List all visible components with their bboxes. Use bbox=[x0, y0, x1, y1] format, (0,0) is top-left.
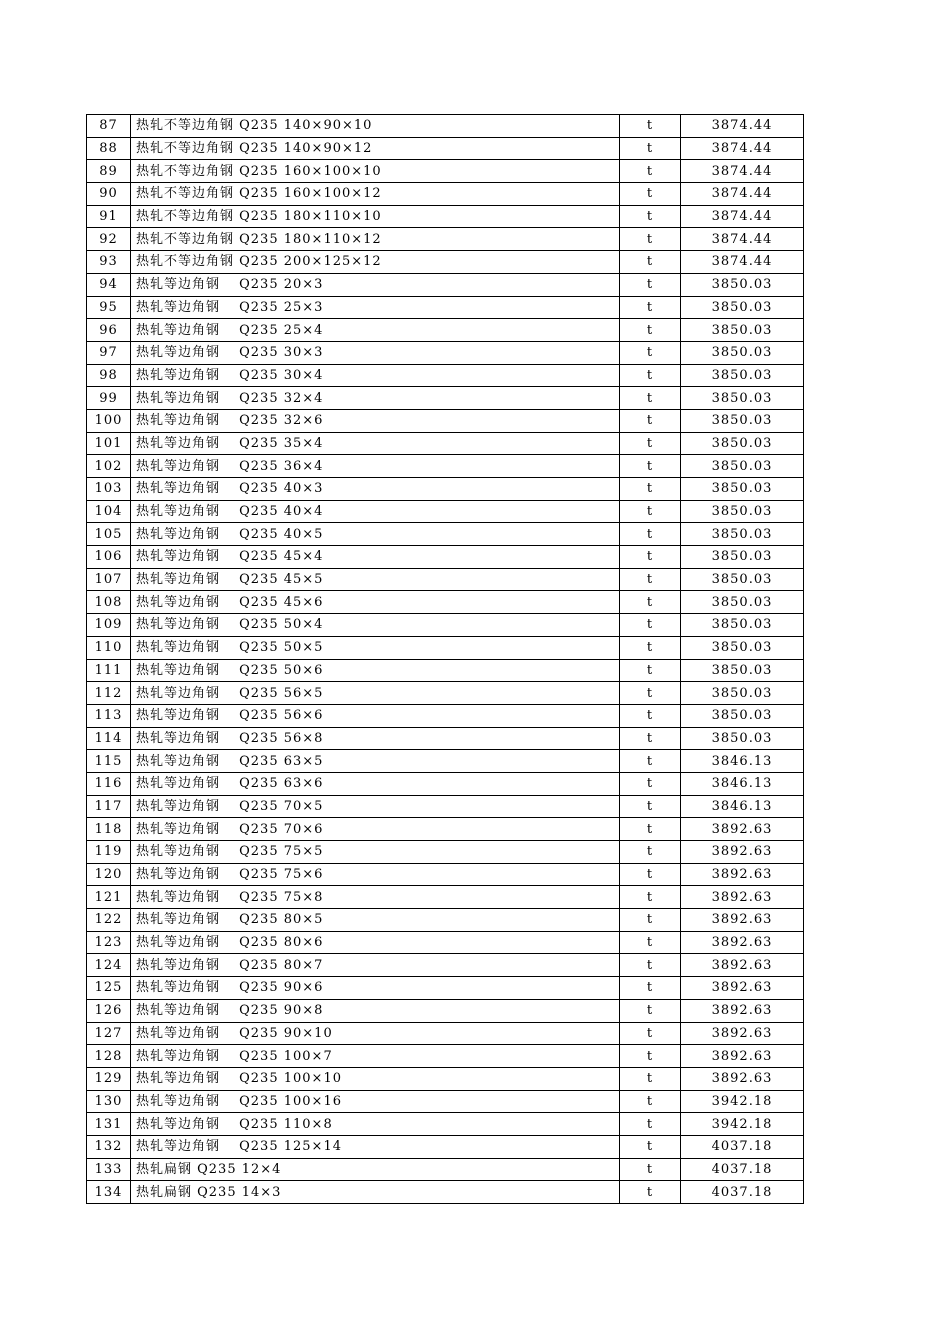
row-number-cell: 109 bbox=[87, 614, 131, 637]
table-row bbox=[87, 1181, 804, 1204]
table-row bbox=[87, 455, 804, 478]
unit-cell: t bbox=[620, 1181, 681, 1204]
row-number-cell: 126 bbox=[87, 999, 131, 1022]
table-row bbox=[87, 546, 804, 569]
row-number-cell: 113 bbox=[87, 704, 131, 727]
table-row bbox=[87, 364, 804, 387]
price-cell: 3850.03 bbox=[681, 478, 804, 501]
table-row bbox=[87, 591, 804, 614]
price-cell: 3874.44 bbox=[681, 160, 804, 183]
price-cell: 3892.63 bbox=[681, 977, 804, 1000]
price-cell: 3846.13 bbox=[681, 772, 804, 795]
table-row bbox=[87, 727, 804, 750]
table-row bbox=[87, 1090, 804, 1113]
table-row bbox=[87, 296, 804, 319]
table-row bbox=[87, 137, 804, 160]
item-name-cell: 热轧等边角钢 Q235 50×5 bbox=[131, 636, 620, 659]
item-name-cell: 热轧等边角钢 Q235 32×6 bbox=[131, 409, 620, 432]
price-cell: 3892.63 bbox=[681, 818, 804, 841]
item-name-cell: 热轧等边角钢 Q235 80×6 bbox=[131, 931, 620, 954]
item-name-cell: 热轧等边角钢 Q235 50×6 bbox=[131, 659, 620, 682]
item-name-cell: 热轧等边角钢 Q235 63×6 bbox=[131, 772, 620, 795]
price-cell: 3874.44 bbox=[681, 183, 804, 206]
table-row bbox=[87, 319, 804, 342]
unit-cell: t bbox=[620, 455, 681, 478]
table-row bbox=[87, 614, 804, 637]
row-number-cell: 101 bbox=[87, 432, 131, 455]
unit-cell: t bbox=[620, 387, 681, 410]
unit-cell: t bbox=[620, 931, 681, 954]
row-number-cell: 87 bbox=[87, 115, 131, 138]
item-name-cell: 热轧不等边角钢 Q235 140×90×12 bbox=[131, 137, 620, 160]
row-number-cell: 130 bbox=[87, 1090, 131, 1113]
item-name-cell: 热轧等边角钢 Q235 32×4 bbox=[131, 387, 620, 410]
price-cell: 3850.03 bbox=[681, 591, 804, 614]
row-number-cell: 103 bbox=[87, 478, 131, 501]
item-name-cell: 热轧等边角钢 Q235 40×4 bbox=[131, 500, 620, 523]
unit-cell: t bbox=[620, 115, 681, 138]
table-row bbox=[87, 1158, 804, 1181]
price-cell: 3850.03 bbox=[681, 387, 804, 410]
row-number-cell: 114 bbox=[87, 727, 131, 750]
price-cell: 3850.03 bbox=[681, 523, 804, 546]
item-name-cell: 热轧等边角钢 Q235 35×4 bbox=[131, 432, 620, 455]
item-name-cell: 热轧等边角钢 Q235 100×10 bbox=[131, 1067, 620, 1090]
table-row bbox=[87, 432, 804, 455]
unit-cell: t bbox=[620, 409, 681, 432]
item-name-cell: 热轧等边角钢 Q235 100×16 bbox=[131, 1090, 620, 1113]
unit-cell: t bbox=[620, 183, 681, 206]
unit-cell: t bbox=[620, 523, 681, 546]
row-number-cell: 133 bbox=[87, 1158, 131, 1181]
table-row bbox=[87, 682, 804, 705]
item-name-cell: 热轧等边角钢 Q235 56×8 bbox=[131, 727, 620, 750]
unit-cell: t bbox=[620, 818, 681, 841]
table-row bbox=[87, 478, 804, 501]
row-number-cell: 89 bbox=[87, 160, 131, 183]
unit-cell: t bbox=[620, 478, 681, 501]
table-row bbox=[87, 818, 804, 841]
table-row bbox=[87, 409, 804, 432]
row-number-cell: 112 bbox=[87, 682, 131, 705]
price-cell: 3850.03 bbox=[681, 659, 804, 682]
table-row bbox=[87, 886, 804, 909]
row-number-cell: 117 bbox=[87, 795, 131, 818]
unit-cell: t bbox=[620, 886, 681, 909]
table-row bbox=[87, 659, 804, 682]
price-cell: 4037.18 bbox=[681, 1135, 804, 1158]
item-name-cell: 热轧等边角钢 Q235 75×8 bbox=[131, 886, 620, 909]
row-number-cell: 132 bbox=[87, 1135, 131, 1158]
row-number-cell: 128 bbox=[87, 1045, 131, 1068]
price-cell: 3892.63 bbox=[681, 841, 804, 864]
row-number-cell: 91 bbox=[87, 205, 131, 228]
price-cell: 3874.44 bbox=[681, 205, 804, 228]
row-number-cell: 94 bbox=[87, 273, 131, 296]
unit-cell: t bbox=[620, 205, 681, 228]
table-body bbox=[87, 115, 804, 1204]
item-name-cell: 热轧等边角钢 Q235 80×5 bbox=[131, 909, 620, 932]
row-number-cell: 124 bbox=[87, 954, 131, 977]
row-number-cell: 100 bbox=[87, 409, 131, 432]
table-row bbox=[87, 863, 804, 886]
price-cell: 4037.18 bbox=[681, 1181, 804, 1204]
row-number-cell: 95 bbox=[87, 296, 131, 319]
table-row bbox=[87, 1135, 804, 1158]
price-cell: 3850.03 bbox=[681, 341, 804, 364]
unit-cell: t bbox=[620, 659, 681, 682]
unit-cell: t bbox=[620, 795, 681, 818]
table-row bbox=[87, 160, 804, 183]
price-cell: 3846.13 bbox=[681, 795, 804, 818]
table-row bbox=[87, 1022, 804, 1045]
table-row bbox=[87, 636, 804, 659]
price-cell: 3850.03 bbox=[681, 682, 804, 705]
item-name-cell: 热轧等边角钢 Q235 70×6 bbox=[131, 818, 620, 841]
price-cell: 3850.03 bbox=[681, 546, 804, 569]
unit-cell: t bbox=[620, 750, 681, 773]
unit-cell: t bbox=[620, 296, 681, 319]
table-row bbox=[87, 251, 804, 274]
price-table bbox=[86, 114, 804, 1204]
price-cell: 3850.03 bbox=[681, 364, 804, 387]
unit-cell: t bbox=[620, 1045, 681, 1068]
table-row bbox=[87, 183, 804, 206]
unit-cell: t bbox=[620, 364, 681, 387]
unit-cell: t bbox=[620, 251, 681, 274]
item-name-cell: 热轧等边角钢 Q235 100×7 bbox=[131, 1045, 620, 1068]
unit-cell: t bbox=[620, 1113, 681, 1136]
row-number-cell: 121 bbox=[87, 886, 131, 909]
unit-cell: t bbox=[620, 273, 681, 296]
price-cell: 3850.03 bbox=[681, 319, 804, 342]
item-name-cell: 热轧不等边角钢 Q235 160×100×12 bbox=[131, 183, 620, 206]
price-cell: 3850.03 bbox=[681, 636, 804, 659]
unit-cell: t bbox=[620, 614, 681, 637]
item-name-cell: 热轧等边角钢 Q235 45×5 bbox=[131, 568, 620, 591]
table-row bbox=[87, 750, 804, 773]
row-number-cell: 97 bbox=[87, 341, 131, 364]
table-row bbox=[87, 772, 804, 795]
price-cell: 3846.13 bbox=[681, 750, 804, 773]
price-cell: 3850.03 bbox=[681, 273, 804, 296]
table-row bbox=[87, 228, 804, 251]
row-number-cell: 123 bbox=[87, 931, 131, 954]
item-name-cell: 热轧等边角钢 Q235 45×6 bbox=[131, 591, 620, 614]
table-row bbox=[87, 909, 804, 932]
item-name-cell: 热轧等边角钢 Q235 25×4 bbox=[131, 319, 620, 342]
unit-cell: t bbox=[620, 682, 681, 705]
price-cell: 3850.03 bbox=[681, 727, 804, 750]
price-cell: 3850.03 bbox=[681, 409, 804, 432]
price-cell: 3850.03 bbox=[681, 704, 804, 727]
unit-cell: t bbox=[620, 1090, 681, 1113]
price-cell: 3892.63 bbox=[681, 909, 804, 932]
row-number-cell: 92 bbox=[87, 228, 131, 251]
item-name-cell: 热轧等边角钢 Q235 50×4 bbox=[131, 614, 620, 637]
item-name-cell: 热轧不等边角钢 Q235 200×125×12 bbox=[131, 251, 620, 274]
price-cell: 4037.18 bbox=[681, 1158, 804, 1181]
table-row bbox=[87, 704, 804, 727]
item-name-cell: 热轧等边角钢 Q235 90×6 bbox=[131, 977, 620, 1000]
unit-cell: t bbox=[620, 319, 681, 342]
unit-cell: t bbox=[620, 432, 681, 455]
row-number-cell: 115 bbox=[87, 750, 131, 773]
item-name-cell: 热轧等边角钢 Q235 80×7 bbox=[131, 954, 620, 977]
table-row bbox=[87, 1067, 804, 1090]
row-number-cell: 122 bbox=[87, 909, 131, 932]
row-number-cell: 116 bbox=[87, 772, 131, 795]
price-cell: 3874.44 bbox=[681, 137, 804, 160]
row-number-cell: 107 bbox=[87, 568, 131, 591]
table-row bbox=[87, 341, 804, 364]
row-number-cell: 125 bbox=[87, 977, 131, 1000]
table-row bbox=[87, 795, 804, 818]
table-row bbox=[87, 931, 804, 954]
item-name-cell: 热轧扁钢 Q235 14×3 bbox=[131, 1181, 620, 1204]
row-number-cell: 131 bbox=[87, 1113, 131, 1136]
unit-cell: t bbox=[620, 999, 681, 1022]
unit-cell: t bbox=[620, 977, 681, 1000]
item-name-cell: 热轧等边角钢 Q235 56×5 bbox=[131, 682, 620, 705]
item-name-cell: 热轧等边角钢 Q235 45×4 bbox=[131, 546, 620, 569]
row-number-cell: 110 bbox=[87, 636, 131, 659]
table-row bbox=[87, 1113, 804, 1136]
price-cell: 3892.63 bbox=[681, 1022, 804, 1045]
unit-cell: t bbox=[620, 160, 681, 183]
table-row bbox=[87, 977, 804, 1000]
price-cell: 3850.03 bbox=[681, 296, 804, 319]
unit-cell: t bbox=[620, 500, 681, 523]
item-name-cell: 热轧等边角钢 Q235 125×14 bbox=[131, 1135, 620, 1158]
item-name-cell: 热轧等边角钢 Q235 90×10 bbox=[131, 1022, 620, 1045]
row-number-cell: 120 bbox=[87, 863, 131, 886]
row-number-cell: 96 bbox=[87, 319, 131, 342]
table-row bbox=[87, 841, 804, 864]
item-name-cell: 热轧不等边角钢 Q235 160×100×10 bbox=[131, 160, 620, 183]
row-number-cell: 105 bbox=[87, 523, 131, 546]
row-number-cell: 129 bbox=[87, 1067, 131, 1090]
unit-cell: t bbox=[620, 909, 681, 932]
price-cell: 3850.03 bbox=[681, 432, 804, 455]
price-cell: 3892.63 bbox=[681, 931, 804, 954]
table-row bbox=[87, 205, 804, 228]
unit-cell: t bbox=[620, 636, 681, 659]
item-name-cell: 热轧不等边角钢 Q235 140×90×10 bbox=[131, 115, 620, 138]
item-name-cell: 热轧等边角钢 Q235 36×4 bbox=[131, 455, 620, 478]
unit-cell: t bbox=[620, 137, 681, 160]
item-name-cell: 热轧扁钢 Q235 12×4 bbox=[131, 1158, 620, 1181]
item-name-cell: 热轧等边角钢 Q235 30×4 bbox=[131, 364, 620, 387]
item-name-cell: 热轧等边角钢 Q235 63×5 bbox=[131, 750, 620, 773]
row-number-cell: 134 bbox=[87, 1181, 131, 1204]
price-cell: 3892.63 bbox=[681, 954, 804, 977]
row-number-cell: 119 bbox=[87, 841, 131, 864]
table-row bbox=[87, 523, 804, 546]
table-row bbox=[87, 1045, 804, 1068]
row-number-cell: 102 bbox=[87, 455, 131, 478]
row-number-cell: 108 bbox=[87, 591, 131, 614]
row-number-cell: 111 bbox=[87, 659, 131, 682]
unit-cell: t bbox=[620, 228, 681, 251]
price-cell: 3942.18 bbox=[681, 1090, 804, 1113]
table-row bbox=[87, 999, 804, 1022]
unit-cell: t bbox=[620, 1022, 681, 1045]
item-name-cell: 热轧等边角钢 Q235 40×5 bbox=[131, 523, 620, 546]
item-name-cell: 热轧等边角钢 Q235 30×3 bbox=[131, 341, 620, 364]
price-cell: 3850.03 bbox=[681, 455, 804, 478]
price-cell: 3874.44 bbox=[681, 115, 804, 138]
row-number-cell: 98 bbox=[87, 364, 131, 387]
unit-cell: t bbox=[620, 1158, 681, 1181]
item-name-cell: 热轧不等边角钢 Q235 180×110×12 bbox=[131, 228, 620, 251]
price-cell: 3850.03 bbox=[681, 500, 804, 523]
row-number-cell: 99 bbox=[87, 387, 131, 410]
unit-cell: t bbox=[620, 568, 681, 591]
unit-cell: t bbox=[620, 546, 681, 569]
item-name-cell: 热轧等边角钢 Q235 56×6 bbox=[131, 704, 620, 727]
table-row bbox=[87, 115, 804, 138]
unit-cell: t bbox=[620, 863, 681, 886]
row-number-cell: 127 bbox=[87, 1022, 131, 1045]
item-name-cell: 热轧等边角钢 Q235 40×3 bbox=[131, 478, 620, 501]
row-number-cell: 90 bbox=[87, 183, 131, 206]
unit-cell: t bbox=[620, 841, 681, 864]
row-number-cell: 93 bbox=[87, 251, 131, 274]
item-name-cell: 热轧等边角钢 Q235 110×8 bbox=[131, 1113, 620, 1136]
unit-cell: t bbox=[620, 591, 681, 614]
table-row bbox=[87, 954, 804, 977]
item-name-cell: 热轧等边角钢 Q235 90×8 bbox=[131, 999, 620, 1022]
price-cell: 3892.63 bbox=[681, 1045, 804, 1068]
unit-cell: t bbox=[620, 341, 681, 364]
item-name-cell: 热轧等边角钢 Q235 75×5 bbox=[131, 841, 620, 864]
price-cell: 3850.03 bbox=[681, 568, 804, 591]
unit-cell: t bbox=[620, 1135, 681, 1158]
price-cell: 3892.63 bbox=[681, 999, 804, 1022]
unit-cell: t bbox=[620, 704, 681, 727]
row-number-cell: 88 bbox=[87, 137, 131, 160]
item-name-cell: 热轧不等边角钢 Q235 180×110×10 bbox=[131, 205, 620, 228]
price-cell: 3942.18 bbox=[681, 1113, 804, 1136]
table-row bbox=[87, 500, 804, 523]
row-number-cell: 118 bbox=[87, 818, 131, 841]
item-name-cell: 热轧等边角钢 Q235 75×6 bbox=[131, 863, 620, 886]
row-number-cell: 104 bbox=[87, 500, 131, 523]
price-cell: 3892.63 bbox=[681, 863, 804, 886]
item-name-cell: 热轧等边角钢 Q235 25×3 bbox=[131, 296, 620, 319]
price-cell: 3874.44 bbox=[681, 228, 804, 251]
row-number-cell: 106 bbox=[87, 546, 131, 569]
price-cell: 3874.44 bbox=[681, 251, 804, 274]
table-row bbox=[87, 568, 804, 591]
table-row bbox=[87, 273, 804, 296]
price-cell: 3892.63 bbox=[681, 886, 804, 909]
unit-cell: t bbox=[620, 772, 681, 795]
price-cell: 3850.03 bbox=[681, 614, 804, 637]
unit-cell: t bbox=[620, 727, 681, 750]
price-cell: 3892.63 bbox=[681, 1067, 804, 1090]
item-name-cell: 热轧等边角钢 Q235 20×3 bbox=[131, 273, 620, 296]
unit-cell: t bbox=[620, 954, 681, 977]
item-name-cell: 热轧等边角钢 Q235 70×5 bbox=[131, 795, 620, 818]
unit-cell: t bbox=[620, 1067, 681, 1090]
table-row bbox=[87, 387, 804, 410]
